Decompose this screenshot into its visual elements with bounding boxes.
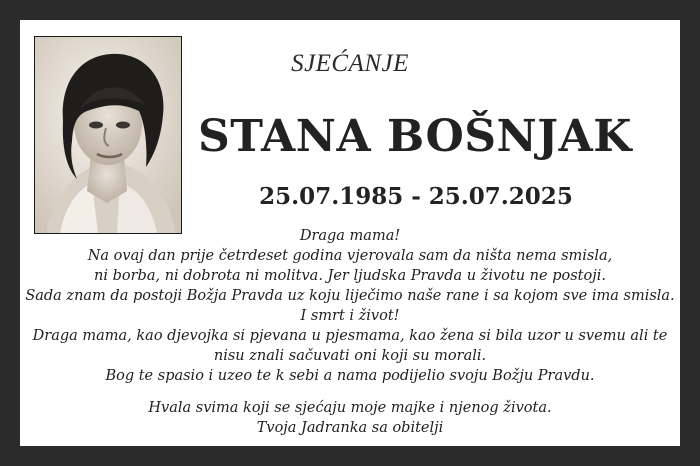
portrait-photo [34, 36, 182, 234]
message-line: nisu znali sačuvati oni koji su morali. [213, 348, 487, 364]
memorial-dates: 25.07.1985 - 25.07.2025 [259, 183, 573, 210]
message-line: Sada znam da postoji Božja Pravda uz koju liječimo naše rane i sa kojom sve ima smisla. [25, 288, 675, 304]
message-line: Draga mama! [299, 228, 401, 244]
closing-line: Hvala svima koji se sjećaju moje majke i njenog života. [148, 400, 552, 416]
message-spacer [20, 386, 680, 398]
deceased-name: STANA BOŠNJAK [198, 111, 632, 162]
message-line: I smrt i život! [300, 308, 400, 324]
closing-line: Tvoja Jadranka sa obitelji [256, 420, 444, 436]
message-line: Na ovaj dan prije četrdeset godina vjerovala sam da ništa nema smisla, [87, 248, 613, 264]
memorial-card [20, 20, 680, 446]
message-line: Bog te spasio i uzeo te k sebi a nama podijelio svoju Božju Pravdu. [105, 368, 595, 384]
message-line: Draga mama, kao djevojka si pjevana u pjesmama, kao žena si bila uzor u svemu ali te [32, 328, 668, 344]
memorial-heading: SJEĆANJE [291, 50, 409, 77]
memorial-message [20, 226, 680, 438]
message-line: ni borba, ni dobrota ni molitva. Jer ljudska Pravda u životu ne postoji. [94, 268, 606, 284]
